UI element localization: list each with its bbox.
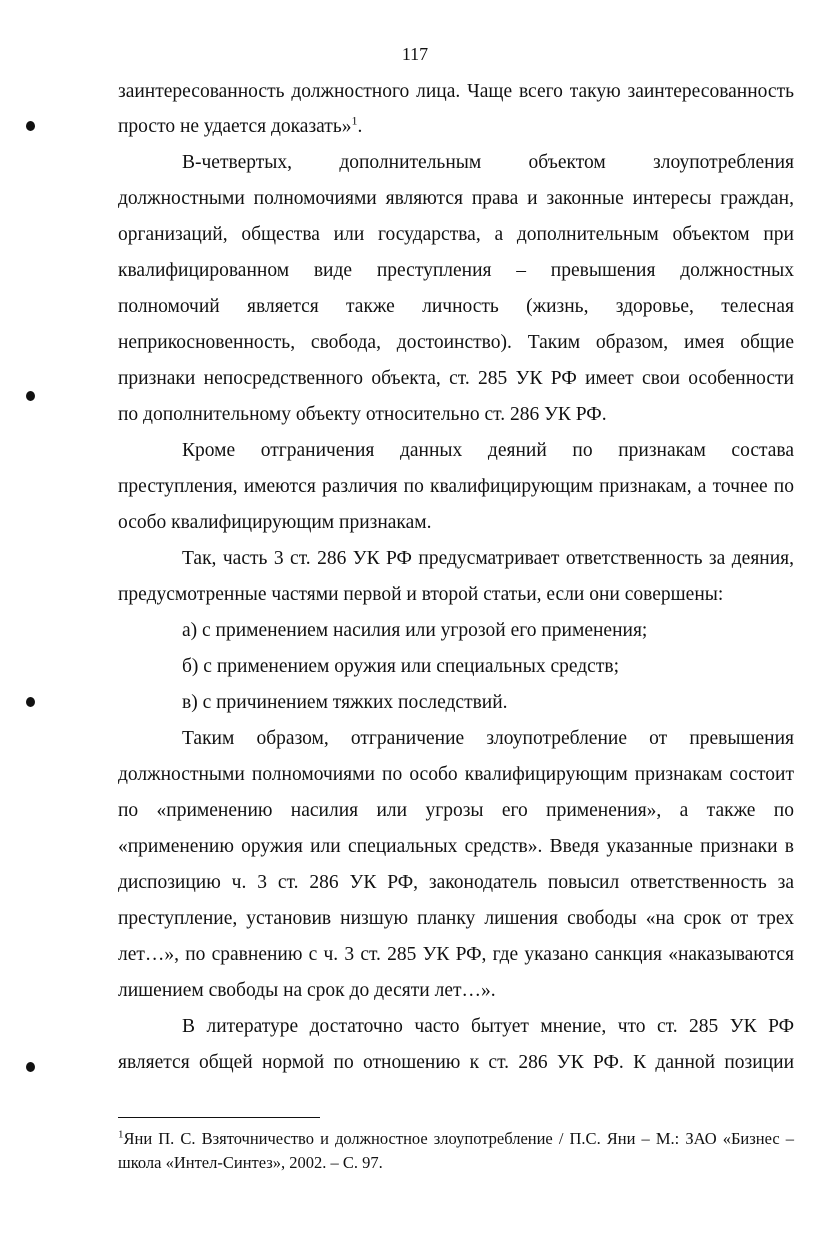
text-line: диспозицию ч. 3 ст. 286 УК РФ, законодатель повысил ответственность за [118,872,794,893]
footnote-text: Яни П. С. Взяточничество и должностное злоупотребление / П.С. Яни – М.: ЗАО «Бизнес – [123,1129,794,1148]
binder-hole-mark [26,391,35,401]
text-line: неприкосновенность, свобода, достоинство). Таким образом, имея общие [118,332,794,353]
text-line: признаки непосредственного объекта, ст. 285 УК РФ имеет свои особенности [118,368,794,389]
text-line: лет…», по сравнению с ч. 3 ст. 285 УК РФ, где указано санкция «наказываются [118,944,794,965]
text-line: «применению оружия или специальных средств». Введя указанные признаки в [118,836,794,857]
page-number: 117 [401,44,429,64]
text-line: предусмотренные частями первой и второй статьи, если они совершены: [118,584,724,605]
footnote-reference[interactable]: 1 [351,113,358,128]
text-line: преступление, установив низшую планку лишения свободы «на срок от трех [118,908,794,929]
text-line: В-четвертых, дополнительным объектом злоупотребления [182,152,794,173]
text-line: преступления, имеются различия по квалифицирующим признакам, а точнее по [118,476,794,497]
text-line-content: просто не удается доказать» [118,116,352,137]
text-line: является общей нормой по отношению к ст. 286 УК РФ. К данной позиции [118,1052,794,1073]
text-line-end: . [357,116,363,137]
footnote-marker: 1 [118,1128,124,1141]
text-line: по дополнительному объекту относительно ст. 286 УК РФ. [118,404,607,425]
text-line: должностными полномочиями являются права и законные интересы граждан, [118,188,794,209]
text-line: Кроме отграничения данных деяний по признакам состава [182,440,794,461]
binder-hole-mark [26,121,35,131]
text-line: особо квалифицирующим признакам. [118,512,432,533]
text-line: Таким образом, отграничение злоупотребление от превышения [182,728,794,749]
text-line: заинтересованность должностного лица. Чаще всего такую заинтересованность [118,81,794,102]
list-item: в) с причинением тяжких последствий. [182,692,508,713]
text-line: по «применению насилия или угрозы его применения», а также по [118,800,794,821]
footnote-line: школа «Интел-Синтез», 2002. – С. 97. [118,1153,383,1172]
list-item: б) с применением оружия или специальных средств; [182,656,619,677]
text-line: организаций, общества или государства, а дополнительным объектом при [118,224,794,245]
list-item: а) с применением насилия или угрозой его применения; [182,620,648,641]
footnote-divider [118,1117,320,1118]
text-line: полномочий является также личность (жизнь, здоровье, телесная [118,296,794,317]
footnote-line [118,1127,794,1151]
binder-hole-mark [26,697,35,707]
text-line: В литературе достаточно часто бытует мнение, что ст. 285 УК РФ [182,1016,794,1037]
text-line [118,109,794,145]
text-line: Так, часть 3 ст. 286 УК РФ предусматривает ответственность за деяния, [182,548,794,569]
binder-hole-mark [26,1062,35,1072]
text-line: должностными полномочиями по особо квалифицирующим признакам состоит [118,764,794,785]
text-line: квалифицированном виде преступления – превышения должностных [118,260,794,281]
text-line: лишением свободы на срок до десяти лет…». [118,980,496,1001]
